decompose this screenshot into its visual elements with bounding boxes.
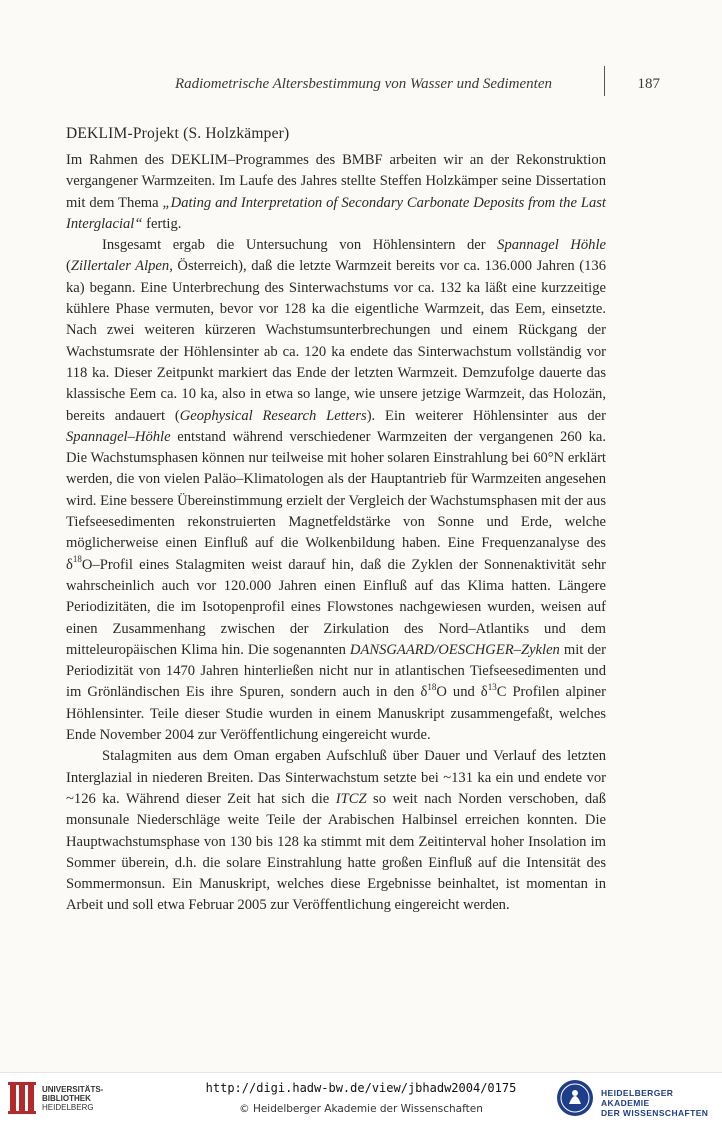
university-library-name: UNIVERSITÄTS- BIBLIOTHEK HEIDELBERG (42, 1085, 104, 1112)
paragraph (66, 235, 606, 746)
text-run: O und δ (436, 684, 488, 701)
digitization-footer (0, 1072, 722, 1125)
text-run: O–Profil eines Stalagmiten weist darauf hin, daß die Zyklen der Sonnenaktivität sehr wahrscheinlich auch vor 120.000 Jahren einen Einfluß auf das Klima hatten. Längere Periodizitäten, die im Isotopenprofil eines Flowstones nachgewiesen wurden, weisen auf einen Zusammenhang zwischen der Zirkulation des Nord–Atlantiks und dem mitteleuropäischen Klima hin. Die sogenannten (66, 556, 606, 658)
running-title: Radiometrische Altersbestimmung von Wasser und Sedimenten (174, 76, 552, 92)
text-run: Im Rahmen des DEKLIM–Programmes des BMBF arbeiten wir an der Rekonstruktion vergangener Warmzeiten. Im Laufe des Jahres stellte Steffen Holzkämper seine Dissertation mit dem Thema (66, 152, 606, 211)
isotope-superscript: 18 (72, 553, 82, 564)
text-run: C Profilen alpiner Höhlensinter. Teile dieser Studie wurden in einem Manuskript zusammengefaßt, welches Ende November 2004 zur Veröffentlichung eingereicht wurde. (66, 684, 606, 744)
text-run: mit der Periodizität von 1470 Jahren hinterließen nicht nur in atlantischen Tiefseesedimenten und im Grönländischen Eis ihre Spuren, sondern auch in den δ (66, 641, 606, 701)
academy-name: HEIDELBERGER AKADEMIE DER WISSENSCHAFTEN (601, 1088, 709, 1118)
isotope-superscript: 18 (427, 681, 437, 692)
copyright-notice: © Heidelberger Akademie der Wissenschaften (239, 1103, 483, 1115)
isotope-superscript: 13 (487, 681, 497, 692)
text-run: Stalagmiten aus dem Oman ergaben Aufschluß über Dauer und Verlauf des letzten Interglazial in niederen Breiten. Das Sinterwachstum setzte bei ~131 ka ein und endete vor ~126 ka. Während dieser Zeit hat sich die (66, 748, 606, 807)
italic-text: DANSGAARD/OESCHGER–Zyklen (349, 641, 560, 658)
running-head (60, 74, 662, 96)
body-text (66, 150, 606, 917)
italic-text: Spannagel Höhle (497, 237, 606, 254)
section-heading: DEKLIM-Projekt (S. Holzkämper) (66, 125, 290, 142)
page-number: 187 (637, 76, 660, 92)
italic-text: Zillertaler Alpen, (70, 258, 173, 275)
text-run: ). Ein weiterer Höhlensinter aus der (366, 407, 607, 424)
text-run: Österreich), daß die letzte Warmzeit bereits vor ca. 136.000 Jahren (136 ka) begann. Eine Unterbrechung des Sinterwachstums vor ca. 132 ka läßt eine kurzzeitige kühlere Phase vermuten, bevor vor 128 ka die eigentliche Warmzeit, das Eem, einsetzte. Nach zwei weiteren kürzeren Wachstumsunterbrechungen und einem Rückgang der Wachstumsrate der Höhlensinter ab ca. 120 ka endete das Sinterwachstum vollständig vor 118 ka. Dieser Zeitpunkt markiert das Ende der letzten Warmzeit. Demzufolge dauerte das klassische Eem ca. 10 ka, also in etwa so lange, wie unsere jetzige Warmzeit, das Holozän, bereits andauert ( (66, 258, 607, 424)
text-run: so weit nach Norden verschoben, daß monsunale Niederschläge weite Teile der Arabischen Halbinsel erreichen konnten. Die Hauptwachstumsphase von 130 bis 128 ka stimmt mit dem Zeitinterval hoher Insolation im Sommer überein, d.h. die solare Einstrahlung hatte großen Einfluß auf die Intensität des Sommermonsun. Ein Manuskript, welches diese Ergebnisse beinhaltet, ist momentan in Arbeit und soll etwa Februar 2005 zur Veröffentlichung eingereicht werden. (66, 790, 607, 914)
italic-text: Spannagel–Höhle (66, 428, 171, 445)
academy-seal-icon (556, 1079, 594, 1117)
text-run: entstand während verschiedener Warmzeiten der vergangenen 260 ka. Die Wachstumsphasen können nur teilweise mit hoher solaren Einstrahlung bei 60°N erklärt werden, die von vielen Paläo–Klimatologen als der Hauptantrieb für Warmzeiten angesehen wird. Eine bessere Übereinstimmung erzielt der Vergleich der Wachstumsphasen mit der aus Tiefseesedimenten rekonstruierten Magnetfeldstärke von Sonne und Erde, welche möglicherweise einen Einfluß auf die Wolkenbildung haben. Eine Frequenzanalyse des δ (66, 428, 606, 573)
header-divider (604, 66, 605, 96)
paragraph (66, 746, 606, 916)
text-run: Insgesamt ergab die Untersuchung von Höhlensintern der (102, 237, 498, 254)
permalink-url[interactable]: http://digi.hadw-bw.de/view/jbhadw2004/0175 (205, 1081, 517, 1095)
paragraph (66, 150, 606, 235)
italic-text: Geophysical Research Letters (179, 407, 367, 424)
text-run: ( (66, 258, 71, 275)
text-run: fertig. (142, 215, 182, 232)
italic-text: ITCZ (335, 790, 367, 807)
italic-text: „Dating and Interpretation of Secondary Carbonate Deposits from the Last Interglacial“ (66, 194, 606, 232)
